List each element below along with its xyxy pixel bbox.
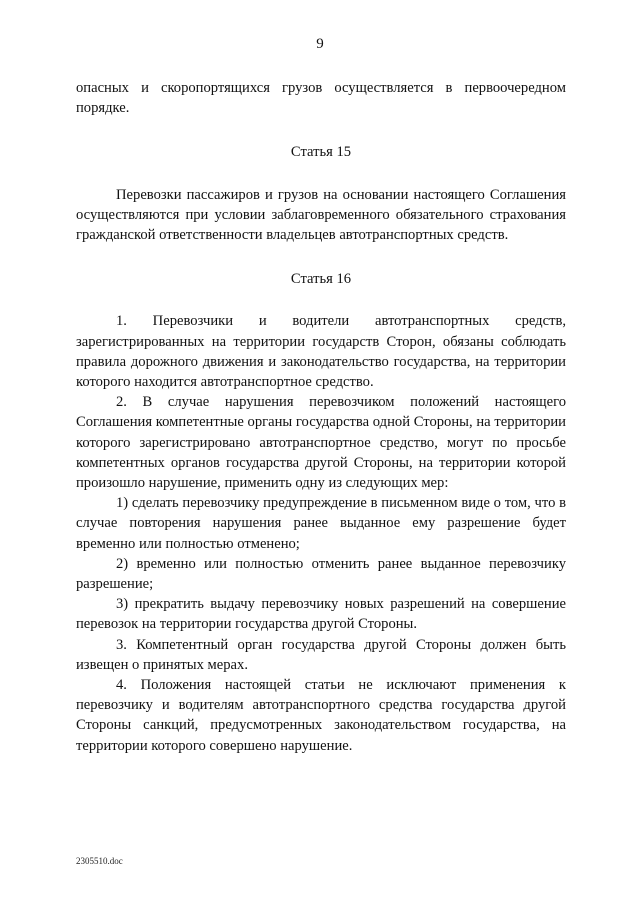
file-name-footer: 2305510.doc	[76, 856, 123, 866]
article-16-subitem-2: 2) временно или полностью отменить ранее выданное перевозчику разрешение;	[76, 555, 566, 593]
article-15-paragraph: Перевозки пассажиров и грузов на основании настоящего Соглашения осуществляются при условии заблаговременного обязательного страхования гражданской ответственности владельцев автотранспортных средств.	[76, 186, 566, 244]
article-16-subitem-3: 3) прекратить выдачу перевозчику новых разрешений на совершение перевозок на территории государства другой Стороны.	[76, 596, 566, 633]
article-16-clause-1: 1. Перевозчики и водители автотранспортных средств, зарегистрированных на территории государств Сторон, обязаны соблюдать правила дорожного движения и законодательство государства, на территории которого находится автотранспортное средство.	[76, 313, 566, 391]
page-number: 9	[316, 36, 324, 52]
continuation-paragraph: опасных и скоропортящихся грузов осуществляется в первоочередном порядке.	[76, 80, 566, 117]
article-16-clause-3: 3. Компетентный орган государства другой Стороны должен быть извещен о принятых мерах.	[76, 636, 566, 673]
article-16-clause-2: 2. В случае нарушения перевозчиком положений настоящего Соглашения компетентные органы государства одной Стороны, на территории которого зарегистрировано автотранспортное средство, могут по просьбе компетентных органов государства другой Стороны, на территории которой произошло нарушение, применить одну из следующих мер:	[76, 394, 566, 492]
article-16-heading: Статья 16	[290, 271, 352, 288]
article-16-subitem-1: 1) сделать перевозчику предупреждение в письменном виде о том, что в случае повторения нарушения ранее выданное ему разрешение будет временно или полностью отменено;	[76, 495, 566, 552]
document-body	[76, 78, 566, 756]
article-15-heading: Статья 15	[290, 144, 352, 161]
article-16-clause-4: 4. Положения настоящей статьи не исключают применения к перевозчику и водителям автотранспортного средства государства другой Стороны санкций, предусмотренных законодательством государства, на территории которого совершено нарушение.	[76, 677, 566, 754]
